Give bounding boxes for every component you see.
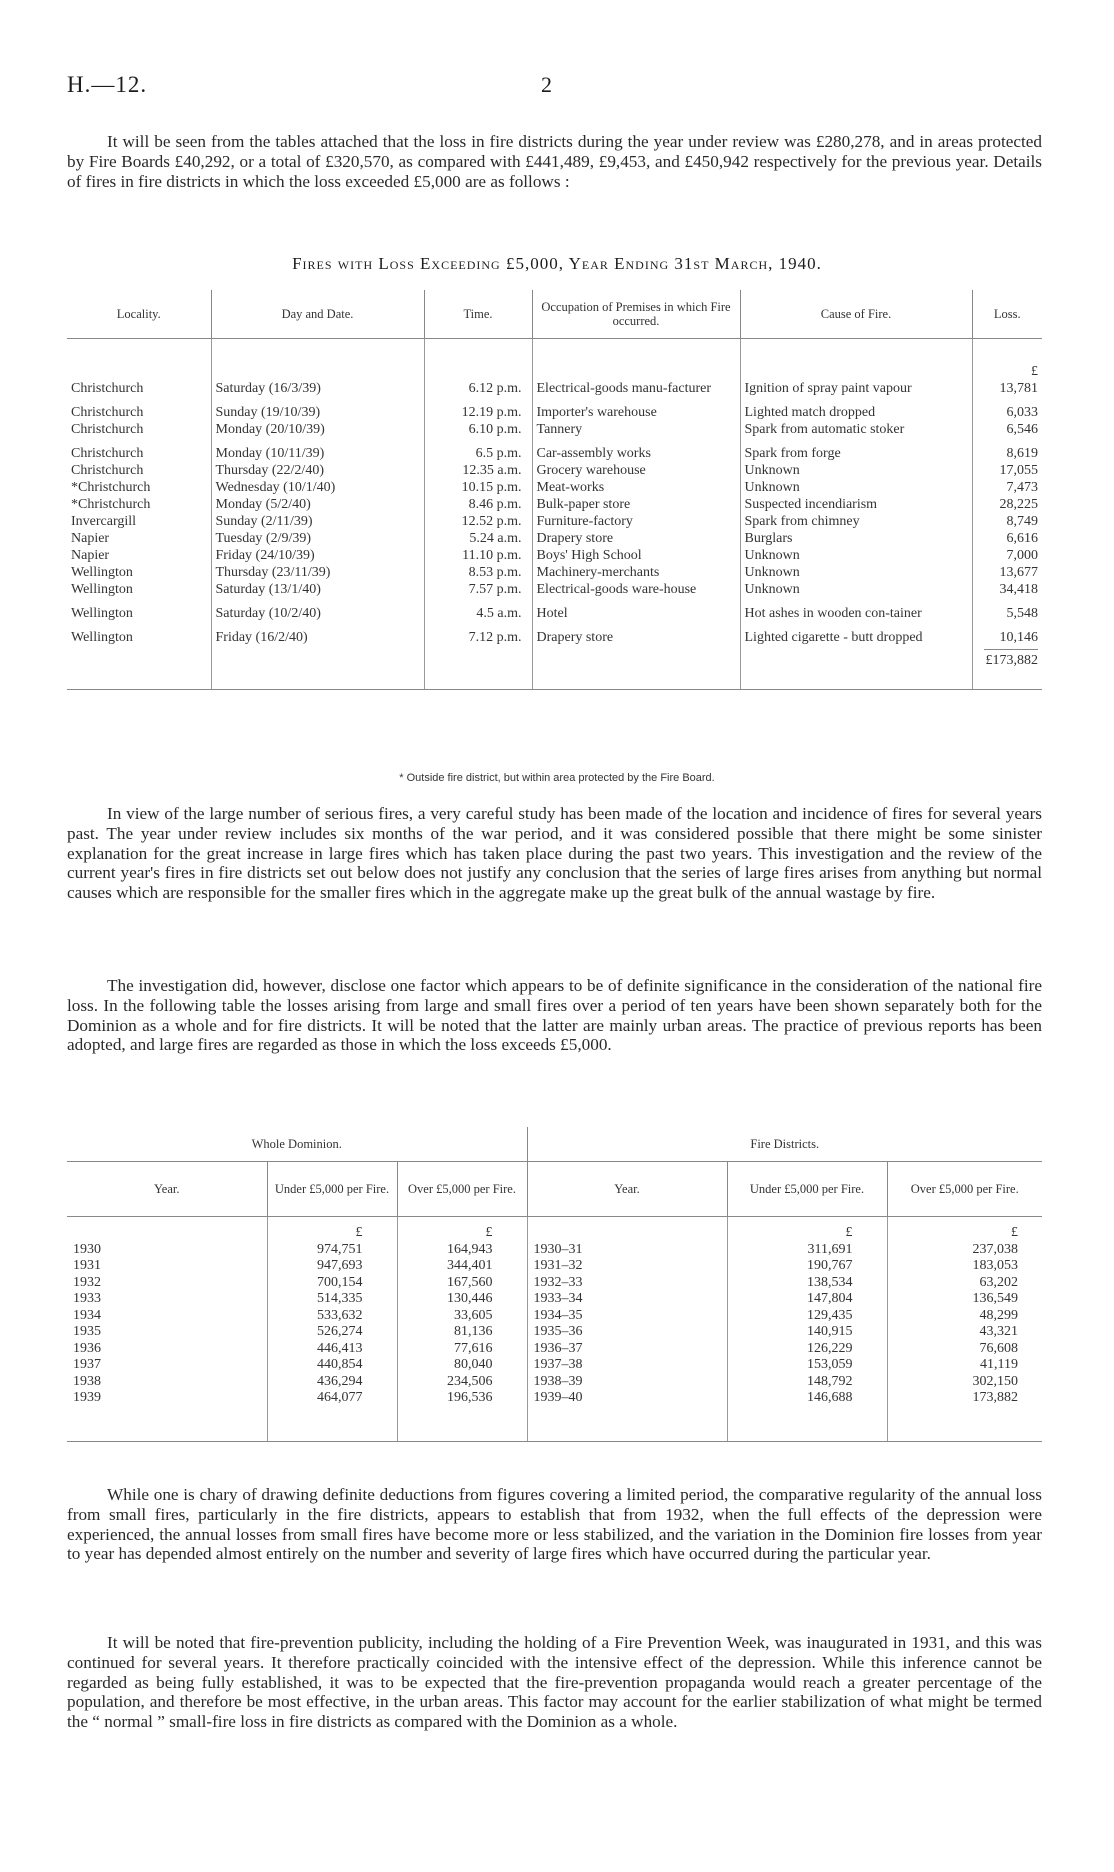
cell-loss: 17,055	[999, 463, 1038, 478]
cell-occupation: Furniture-factory	[532, 513, 740, 530]
cell-fd-under: 126,229	[727, 1341, 887, 1358]
cell-year: 1933	[67, 1291, 267, 1308]
col-header-occupation: Occupation of Premises in which Fire occurred.	[532, 290, 740, 339]
cell-dom-over: 80,040	[397, 1357, 527, 1374]
cell-fd-over: 76,608	[979, 1340, 1018, 1356]
cell-fd-year: 1935–36	[527, 1324, 727, 1341]
cell-dom-under: 464,077	[267, 1390, 397, 1407]
cell-fd-year: 1939–40	[527, 1390, 727, 1407]
cell-locality: Christchurch	[67, 438, 211, 462]
table-row	[67, 421, 1042, 438]
cell-fd-over: 43,321	[979, 1324, 1018, 1339]
cell-time: 7.57 p.m.	[424, 581, 532, 598]
cell-day-date: Monday (5/2/40)	[211, 496, 424, 513]
table-row	[67, 380, 1042, 397]
table-row	[67, 479, 1042, 496]
column-header-row	[67, 1162, 1042, 1217]
currency-row	[67, 1217, 1042, 1242]
cell-day-date: Friday (16/2/40)	[211, 622, 424, 646]
empty-cell	[397, 1407, 527, 1442]
table-row	[67, 1324, 1042, 1341]
cell-fd-year: 1937–38	[527, 1357, 727, 1374]
empty-cell	[211, 339, 424, 381]
paragraph-publicity: It will be noted that fire-prevention publicity, including the holding of a Fire Prevention Week, was inaugurated in 1931, and this was continued for several years. It therefore practically coincided with the intensive effect of the depression. While this inference cannot be regarded as being fully established, it was to be expected that the fire-prevention propaganda would reach a greater percentage of the population, and therefore be most effective, in the urban areas. This factor may account for the earlier stabilization of what might be termed the “ normal ” small-fire loss in fire districts as compared with the Dominion as a whole.	[67, 1633, 1042, 1732]
cell-dom-under: 700,154	[267, 1275, 397, 1292]
cell-occupation: Drapery store	[532, 530, 740, 547]
empty-cell	[211, 669, 424, 690]
empty-cell	[67, 1217, 267, 1242]
cell-dom-over: 81,136	[397, 1324, 527, 1341]
col-header-dom-under: Under £5,000 per Fire.	[267, 1162, 397, 1217]
table-row	[67, 1308, 1042, 1325]
cell-fd-year: 1932–33	[527, 1275, 727, 1292]
cell-dom-over: 130,446	[397, 1291, 527, 1308]
col-header-fd-under: Under £5,000 per Fire.	[727, 1162, 887, 1217]
cell-occupation: Machinery-merchants	[532, 564, 740, 581]
cell-year: 1932	[67, 1275, 267, 1292]
table-header-row	[67, 290, 1042, 339]
table-row	[67, 397, 1042, 421]
cell-dom-over: 344,401	[397, 1258, 527, 1275]
empty-cell	[527, 1217, 727, 1242]
cell-fd-over: 173,882	[972, 1390, 1018, 1405]
cell-fd-year: 1936–37	[527, 1341, 727, 1358]
col-header-time: Time.	[424, 290, 532, 339]
fires-table-caption: Fires with Loss Exceeding £5,000, Year Ending 31st March, 1940.	[292, 254, 822, 273]
cell-dom-over: 196,536	[397, 1390, 527, 1407]
cell-year: 1934	[67, 1308, 267, 1325]
cell-occupation: Importer's warehouse	[532, 397, 740, 421]
cell-time: 5.24 a.m.	[424, 530, 532, 547]
cell-time: 7.12 p.m.	[424, 622, 532, 646]
table-row	[67, 1258, 1042, 1275]
cell-time: 6.5 p.m.	[424, 438, 532, 462]
cell-cause: Spark from automatic stoker	[740, 421, 972, 438]
cell-day-date: Saturday (13/1/40)	[211, 581, 424, 598]
empty-cell	[267, 1407, 397, 1442]
cell-cause: Burglars	[740, 530, 972, 547]
cell-fd-under: 147,804	[727, 1291, 887, 1308]
report-number: H.—12.	[67, 72, 148, 97]
empty-cell	[972, 669, 1042, 690]
cell-cause: Ignition of spray paint vapour	[740, 380, 972, 397]
cell-dom-over: 33,605	[397, 1308, 527, 1325]
cell-fd-under: 140,915	[727, 1324, 887, 1341]
cell-dom-under: 947,693	[267, 1258, 397, 1275]
cell-year: 1939	[67, 1390, 267, 1407]
cell-day-date: Saturday (16/3/39)	[211, 380, 424, 397]
cell-fd-under: 148,792	[727, 1374, 887, 1391]
cell-time: 12.19 p.m.	[424, 397, 532, 421]
table-row	[67, 462, 1042, 479]
empty-cell	[424, 669, 532, 690]
cell-occupation: Tannery	[532, 421, 740, 438]
loss-comparison-body	[67, 1217, 1042, 1442]
col-header-locality: Locality.	[67, 290, 211, 339]
total-loss: £173,882	[984, 649, 1039, 669]
cell-occupation: Grocery warehouse	[532, 462, 740, 479]
cell-occupation: Electrical-goods ware-house	[532, 581, 740, 598]
table-row	[67, 547, 1042, 564]
cell-fd-over: 237,038	[972, 1241, 1018, 1257]
cell-cause: Spark from forge	[740, 438, 972, 462]
cell-locality: Wellington	[67, 598, 211, 622]
page-number: 2	[541, 72, 552, 97]
cell-locality: *Christchurch	[67, 479, 211, 496]
cell-fd-over: 302,150	[972, 1373, 1018, 1389]
cell-dom-over: 167,560	[397, 1275, 527, 1292]
loss-comparison-table	[67, 1127, 1042, 1442]
table-row	[67, 1275, 1042, 1292]
cell-time: 6.12 p.m.	[424, 380, 532, 397]
cell-cause: Unknown	[740, 462, 972, 479]
table-tail	[67, 669, 1042, 690]
cell-day-date: Friday (24/10/39)	[211, 547, 424, 564]
cell-locality: Napier	[67, 547, 211, 564]
cell-loss: 13,677	[999, 565, 1038, 580]
cell-fd-over: 41,119	[980, 1357, 1018, 1372]
cell-loss: 7,000	[1006, 548, 1038, 563]
cell-fd-over: 48,299	[979, 1307, 1018, 1323]
cell-locality: Wellington	[67, 622, 211, 646]
table-row	[67, 1357, 1042, 1374]
cell-time: 12.52 p.m.	[424, 513, 532, 530]
cell-locality: Christchurch	[67, 462, 211, 479]
empty-cell	[424, 646, 532, 669]
cell-year: 1936	[67, 1341, 267, 1358]
cell-time: 11.10 p.m.	[424, 547, 532, 564]
empty-cell	[67, 646, 211, 669]
col-header-fd-year: Year.	[527, 1162, 727, 1217]
cell-year: 1931	[67, 1258, 267, 1275]
cell-dom-over: 77,616	[397, 1341, 527, 1358]
paragraph-investigation: The investigation did, however, disclose one factor which appears to be of definite significance in the consideration of the national fire loss. In the following table the losses arising from large and small fires over a period of ten years have been shown separately both for the Dominion as a whole and for fire districts. It will be noted that the latter are mainly urban areas. The practice of previous reports has been adopted, and large fires are regarded as those in which the loss exceeds £5,000.	[67, 976, 1042, 1055]
cell-occupation: Drapery store	[532, 622, 740, 646]
cell-occupation: Car-assembly works	[532, 438, 740, 462]
currency-symbol: £	[267, 1217, 397, 1242]
large-fires-body	[67, 339, 1042, 690]
cell-dom-under: 514,335	[267, 1291, 397, 1308]
table-row	[67, 1291, 1042, 1308]
cell-dom-under: 436,294	[267, 1374, 397, 1391]
table-row	[67, 1374, 1042, 1391]
cell-loss: 5,548	[1006, 606, 1038, 621]
cell-dom-under: 533,632	[267, 1308, 397, 1325]
cell-fd-year: 1933–34	[527, 1291, 727, 1308]
cell-occupation: Hotel	[532, 598, 740, 622]
group-header-districts: Fire Districts.	[527, 1127, 1042, 1162]
table-tail	[67, 1407, 1042, 1442]
cell-fd-over: 136,549	[972, 1291, 1018, 1306]
cell-year: 1938	[67, 1374, 267, 1391]
empty-cell	[424, 339, 532, 381]
cell-loss: 6,616	[1006, 531, 1038, 546]
cell-year: 1930	[67, 1242, 267, 1259]
cell-cause: Spark from chimney	[740, 513, 972, 530]
table-row	[67, 1242, 1042, 1259]
table-footnote: * Outside fire district, but within area protected by the Fire Board.	[399, 772, 715, 784]
cell-locality: *Christchurch	[67, 496, 211, 513]
cell-fd-year: 1930–31	[527, 1242, 727, 1259]
col-header-fd-over: Over £5,000 per Fire.	[887, 1162, 1042, 1217]
paragraph-study: In view of the large number of serious fires, a very careful study has been made of the location and incidence of fires for several years past. The year under review includes six months of the war period, and it was considered possible that there might be some sinister explanation for the great increase in large fires which has taken place during the past two years. This investigation and the review of the current year's fires in fire districts set out below does not justify any conclusion that the series of large fires arises from anything but normal causes which are responsible for the smaller fires which in the aggregate make up the great bulk of the annual wastage by fire.	[67, 804, 1042, 903]
empty-cell	[532, 669, 740, 690]
table-row	[67, 581, 1042, 598]
empty-cell	[740, 669, 972, 690]
table-row	[67, 1390, 1042, 1407]
col-header-day-date: Day and Date.	[211, 290, 424, 339]
total-cell	[972, 646, 1042, 669]
cell-fd-year: 1938–39	[527, 1374, 727, 1391]
table-row	[67, 530, 1042, 547]
cell-occupation: Boys' High School	[532, 547, 740, 564]
total-row	[67, 646, 1042, 669]
cell-time: 8.53 p.m.	[424, 564, 532, 581]
cell-fd-under: 138,534	[727, 1275, 887, 1292]
cell-time: 10.15 p.m.	[424, 479, 532, 496]
cell-locality: Wellington	[67, 581, 211, 598]
cell-dom-over: 164,943	[397, 1242, 527, 1259]
empty-cell	[740, 339, 972, 381]
cell-day-date: Wednesday (10/1/40)	[211, 479, 424, 496]
group-header-dominion: Whole Dominion.	[67, 1127, 527, 1162]
cell-cause: Lighted match dropped	[740, 397, 972, 421]
cell-locality: Christchurch	[67, 397, 211, 421]
currency-symbol: £	[397, 1217, 527, 1242]
empty-cell	[67, 669, 211, 690]
cell-dom-under: 440,854	[267, 1357, 397, 1374]
cell-time: 6.10 p.m.	[424, 421, 532, 438]
empty-cell	[887, 1407, 1042, 1442]
empty-cell	[527, 1407, 727, 1442]
table-row	[67, 513, 1042, 530]
empty-cell	[740, 646, 972, 669]
cell-time: 12.35 a.m.	[424, 462, 532, 479]
cell-loss: 34,418	[999, 582, 1038, 597]
cell-fd-over: 183,053	[972, 1258, 1018, 1273]
currency-symbol: £	[1011, 1225, 1018, 1240]
currency-row	[67, 339, 1042, 381]
cell-fd-under: 190,767	[727, 1258, 887, 1275]
cell-loss: 28,225	[999, 497, 1038, 512]
col-header-year: Year.	[67, 1162, 267, 1217]
cell-fd-under: 311,691	[727, 1242, 887, 1259]
intro-paragraph: It will be seen from the tables attached that the loss in fire districts during the year under review was £280,278, and in areas protected by Fire Boards £40,292, or a total of £320,570, as compared with £441,489, £9,453, and £450,942 respectively for the previous year. Details of fires in fire districts in which the loss exceeded £5,000 are as follows :	[67, 132, 1042, 191]
cell-day-date: Sunday (2/11/39)	[211, 513, 424, 530]
cell-year: 1937	[67, 1357, 267, 1374]
cell-locality: Christchurch	[67, 421, 211, 438]
cell-fd-year: 1934–35	[527, 1308, 727, 1325]
cell-time: 4.5 a.m.	[424, 598, 532, 622]
table-row	[67, 622, 1042, 646]
empty-cell	[532, 646, 740, 669]
cell-locality: Invercargill	[67, 513, 211, 530]
cell-loss: 7,473	[1006, 480, 1038, 495]
cell-day-date: Thursday (23/11/39)	[211, 564, 424, 581]
cell-dom-under: 974,751	[267, 1242, 397, 1259]
cell-dom-under: 446,413	[267, 1341, 397, 1358]
cell-dom-under: 526,274	[267, 1324, 397, 1341]
cell-locality: Napier	[67, 530, 211, 547]
cell-time: 8.46 p.m.	[424, 496, 532, 513]
col-header-cause: Cause of Fire.	[740, 290, 972, 339]
cell-day-date: Thursday (22/2/40)	[211, 462, 424, 479]
cell-fd-under: 153,059	[727, 1357, 887, 1374]
cell-year: 1935	[67, 1324, 267, 1341]
cell-fd-year: 1931–32	[527, 1258, 727, 1275]
cell-cause: Hot ashes in wooden con-tainer	[740, 598, 972, 622]
cell-day-date: Monday (10/11/39)	[211, 438, 424, 462]
paragraph-deductions: While one is chary of drawing definite deductions from figures covering a limited period, the comparative regularity of the annual loss from small fires, particularly in the fire districts, appears to establish that from 1932, when the full effects of the depression were experienced, the annual losses from small fires have become more or less stabilized, and the variation in the Dominion fire losses from year to year has depended almost entirely on the number and severity of large fires which have occurred during the particular year.	[67, 1485, 1042, 1564]
empty-cell	[211, 646, 424, 669]
cell-day-date: Monday (20/10/39)	[211, 421, 424, 438]
currency-symbol: £	[1031, 364, 1038, 379]
cell-cause: Unknown	[740, 564, 972, 581]
table-row	[67, 598, 1042, 622]
cell-fd-under: 129,435	[727, 1308, 887, 1325]
empty-cell	[67, 1407, 267, 1442]
cell-loss: 8,749	[1006, 514, 1038, 529]
cell-locality: Christchurch	[67, 380, 211, 397]
cell-loss: 13,781	[999, 381, 1038, 396]
table-row	[67, 496, 1042, 513]
col-header-loss: Loss.	[972, 290, 1042, 339]
empty-cell	[727, 1407, 887, 1442]
cell-cause: Unknown	[740, 479, 972, 496]
cell-loss: 10,146	[999, 630, 1038, 645]
large-fires-table	[67, 290, 1042, 690]
cell-occupation: Meat-works	[532, 479, 740, 496]
cell-loss: 6,033	[1006, 405, 1038, 420]
cell-occupation: Electrical-goods manu-facturer	[532, 380, 740, 397]
col-header-dom-over: Over £5,000 per Fire.	[397, 1162, 527, 1217]
cell-day-date: Sunday (19/10/39)	[211, 397, 424, 421]
cell-occupation: Bulk-paper store	[532, 496, 740, 513]
cell-fd-over: 63,202	[979, 1274, 1018, 1290]
cell-dom-over: 234,506	[397, 1374, 527, 1391]
cell-cause: Unknown	[740, 581, 972, 598]
table-row	[67, 564, 1042, 581]
cell-day-date: Tuesday (2/9/39)	[211, 530, 424, 547]
table-row	[67, 1341, 1042, 1358]
cell-fd-under: 146,688	[727, 1390, 887, 1407]
cell-cause: Suspected incendiarism	[740, 496, 972, 513]
empty-cell	[532, 339, 740, 381]
empty-cell	[67, 339, 211, 381]
cell-cause: Lighted cigarette - butt dropped	[740, 622, 972, 646]
cell-locality: Wellington	[67, 564, 211, 581]
cell-loss: 6,546	[1006, 422, 1038, 437]
cell-cause: Unknown	[740, 547, 972, 564]
cell-day-date: Saturday (10/2/40)	[211, 598, 424, 622]
group-header-row	[67, 1127, 1042, 1162]
cell-loss: 8,619	[1006, 446, 1038, 461]
currency-symbol: £	[727, 1217, 887, 1242]
table-row	[67, 438, 1042, 462]
